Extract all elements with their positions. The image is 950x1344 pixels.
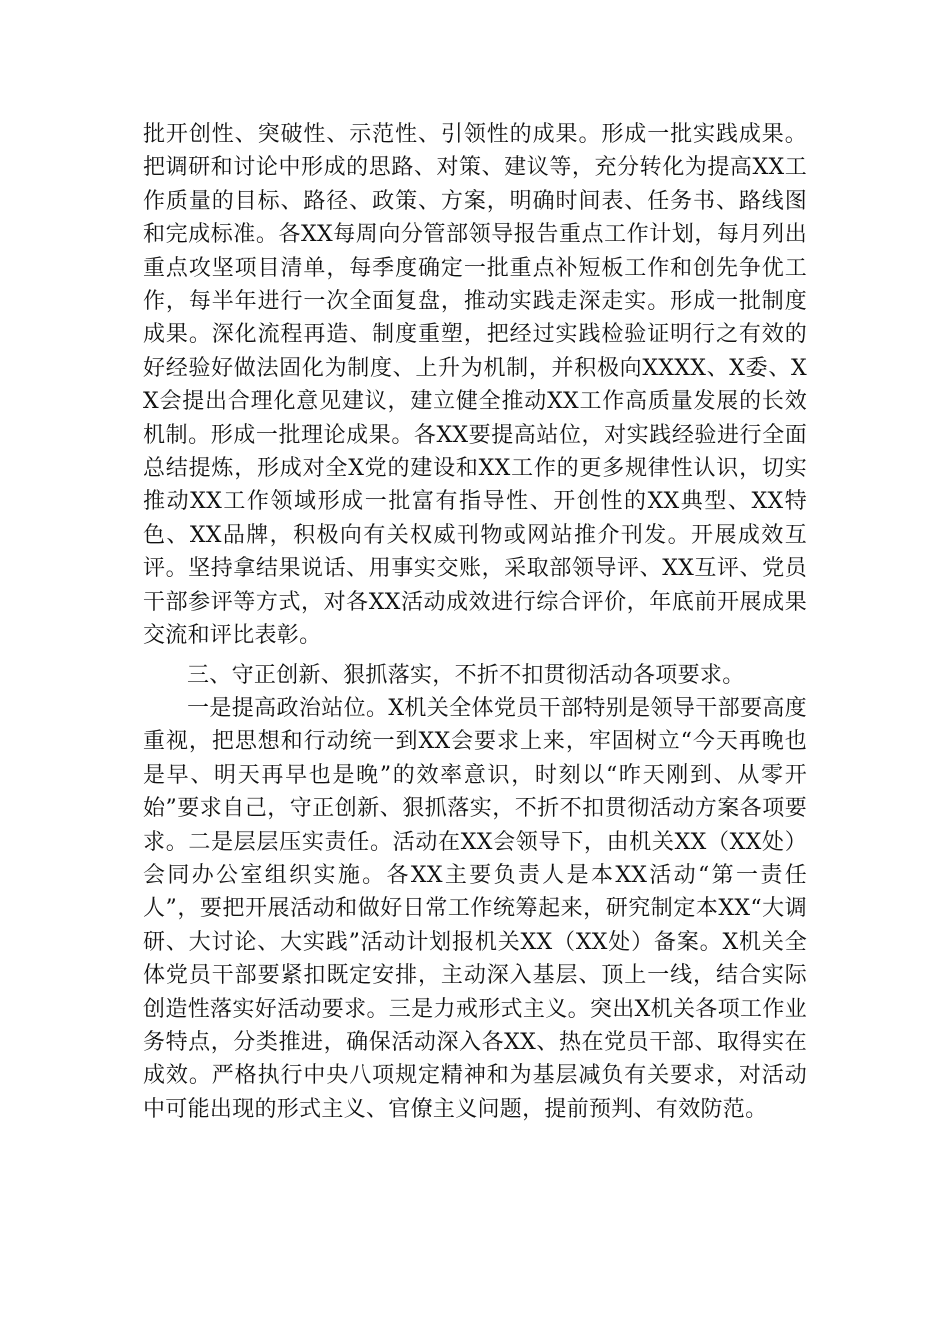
document-body xyxy=(143,118,807,1126)
paragraph-requirements: 一是提高政治站位。X机关全体党员干部特别是领导干部要高度重视，把思想和行动统一到XX会要求上来，牢固树立“今天再晚也是早、明天再早也是晚”的效率意识，时刻以“昨天刚到、从零开始”要求自己，守正创新、狠抓落实，不折不扣贯彻活动方案各项要求。二是层层压实责任。活动在XX会领导下，由机关XX（XX处）会同办公室组织实施。各XX主要负责人是本XX活动“第一责任人”，要把开展活动和做好日常工作统筹起来，研究制定本XX“大调研、大讨论、大实践”活动计划报机关XX（XX处）备案。X机关全体党员干部要紧扣既定安排，主动深入基层、顶上一线，结合实际创造性落实好活动要求。三是力戒形式主义。突出X机关各项工作业务特点，分类推进，确保活动深入各XX、热在党员干部、取得实在成效。严格执行中央八项规定精神和为基层减负有关要求，对活动中可能出现的形式主义、官僚主义问题，提前预判、有效防范。 xyxy=(143,695,807,1122)
section-heading-three: 三、守正创新、狠抓落实，不折不扣贯彻活动各项要求。 xyxy=(187,662,745,688)
paragraph-results: 批开创性、突破性、示范性、引领性的成果。形成一批实践成果。把调研和讨论中形成的思路、对策、建议等，充分转化为提高XX工作质量的目标、路径、政策、方案，明确时间表、任务书、路线图和完成标准。各XX每周向分管部领导报告重点工作计划，每月列出重点攻坚项目清单，每季度确定一批重点补短板工作和创先争优工作，每半年进行一次全面复盘，推动实践走深走实。形成一批制度成果。深化流程再造、制度重塑，把经过实践检验证明行之有效的好经验好做法固化为制度、上升为机制，并积极向XXXX、X委、XX会提出合理化意见建议，建立健全推动XX工作高质量发展的长效机制。形成一批理论成果。各XX要提高站位，对实践经验进行全面总结提炼，形成对全X党的建设和XX工作的更多规律性认识，切实推动XX工作领域形成一批富有指导性、开创性的XX典型、XX特色、XX品牌，积极向有关权威刊物或网站推介刊发。开展成效互评。坚持拿结果说话、用事实交账，采取部领导评、XX互评、党员干部参评等方式，对各XX活动成效进行综合评价，年底前开展成果交流和评比表彰。 xyxy=(143,122,807,649)
